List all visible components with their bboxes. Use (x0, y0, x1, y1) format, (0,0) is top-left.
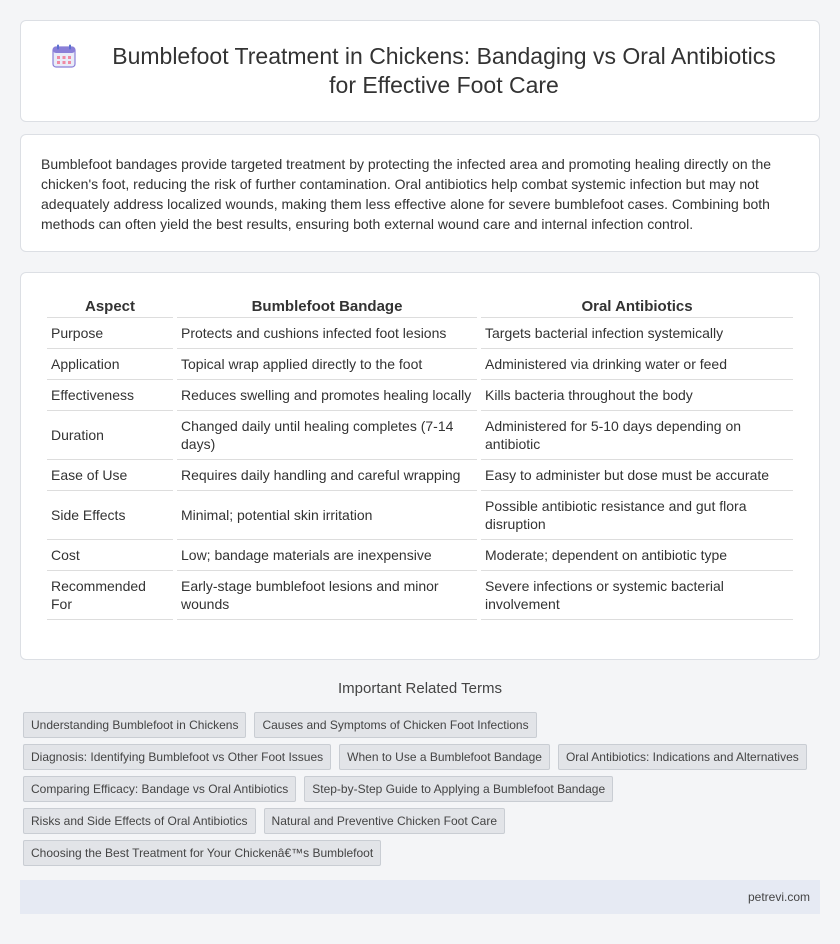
cell-bandage: Minimal; potential skin irritation (177, 491, 477, 540)
cell-aspect: Duration (47, 411, 173, 460)
cell-bandage: Low; bandage materials are inexpensive (177, 540, 477, 571)
cell-aspect: Effectiveness (47, 380, 173, 411)
header-antibiotics: Oral Antibiotics (481, 293, 793, 318)
related-term-tag[interactable]: Step-by-Step Guide to Applying a Bumblefoot Bandage (304, 776, 613, 802)
cell-aspect: Application (47, 349, 173, 380)
related-terms-list (23, 712, 823, 866)
cell-aspect: Purpose (47, 318, 173, 349)
cell-aspect: Recommended For (47, 571, 173, 620)
cell-antibiotics: Moderate; dependent on antibiotic type (481, 540, 793, 571)
related-term-tag[interactable]: Comparing Efficacy: Bandage vs Oral Antibiotics (23, 776, 296, 802)
cell-bandage: Topical wrap applied directly to the foot (177, 349, 477, 380)
cell-antibiotics: Severe infections or systemic bacterial involvement (481, 571, 793, 620)
related-term-tag[interactable]: Natural and Preventive Chicken Foot Care (264, 808, 505, 834)
page-title: Bumblefoot Treatment in Chickens: Bandaging vs Oral Antibiotics for Effective Foot Care (112, 43, 776, 98)
related-terms-title: Important Related Terms (338, 680, 502, 697)
related-term-tag[interactable]: When to Use a Bumblefoot Bandage (339, 744, 550, 770)
table-row (47, 491, 793, 540)
related-term-tag[interactable]: Understanding Bumblefoot in Chickens (23, 712, 246, 738)
related-term-tag[interactable]: Causes and Symptoms of Chicken Foot Infections (254, 712, 536, 738)
intro-card (20, 134, 820, 252)
cell-bandage: Protects and cushions infected foot lesions (177, 318, 477, 349)
related-term-tag[interactable]: Diagnosis: Identifying Bumblefoot vs Other Foot Issues (23, 744, 331, 770)
cell-bandage: Changed daily until healing completes (7-14 days) (177, 411, 477, 460)
cell-aspect: Cost (47, 540, 173, 571)
footer-site[interactable]: petrevi.com (747, 890, 810, 904)
footer (20, 880, 820, 914)
cell-aspect: Ease of Use (47, 460, 173, 491)
calendar-icon (51, 43, 77, 69)
cell-antibiotics: Targets bacterial infection systemically (481, 318, 793, 349)
header-bandage: Bumblefoot Bandage (177, 293, 477, 318)
table-row (47, 411, 793, 460)
cell-antibiotics: Easy to administer but dose must be accurate (481, 460, 793, 491)
header-card (20, 20, 820, 122)
related-term-tag[interactable]: Risks and Side Effects of Oral Antibiotics (23, 808, 256, 834)
table-row (47, 540, 793, 571)
table-row (47, 318, 793, 349)
cell-bandage: Requires daily handling and careful wrapping (177, 460, 477, 491)
intro-text: Bumblefoot bandages provide targeted treatment by protecting the infected area and promoting healing directly on the chicken's foot, reducing the risk of further contamination. Oral antibiotics help combat systemic infection but may not adequately address localized wounds, making them less effective alone for severe bumblefoot cases. Combining both methods can often yield the best results, ensuring both external wound care and internal infection control. (41, 156, 772, 232)
cell-antibiotics: Kills bacteria throughout the body (481, 380, 793, 411)
cell-bandage: Reduces swelling and promotes healing locally (177, 380, 477, 411)
table-row (47, 380, 793, 411)
cell-antibiotics: Administered via drinking water or feed (481, 349, 793, 380)
comparison-table-card (20, 272, 820, 660)
cell-antibiotics: Administered for 5-10 days depending on antibiotic (481, 411, 793, 460)
cell-bandage: Early-stage bumblefoot lesions and minor wounds (177, 571, 477, 620)
table-row (47, 571, 793, 620)
cell-aspect: Side Effects (47, 491, 173, 540)
header-aspect: Aspect (47, 293, 173, 318)
table-header-row (47, 293, 793, 318)
table-row (47, 349, 793, 380)
table-row (47, 460, 793, 491)
cell-antibiotics: Possible antibiotic resistance and gut flora disruption (481, 491, 793, 540)
comparison-table (43, 293, 797, 620)
related-term-tag[interactable]: Oral Antibiotics: Indications and Alternatives (558, 744, 807, 770)
related-term-tag[interactable]: Choosing the Best Treatment for Your Chickenâ€™s Bumblefoot (23, 840, 381, 866)
